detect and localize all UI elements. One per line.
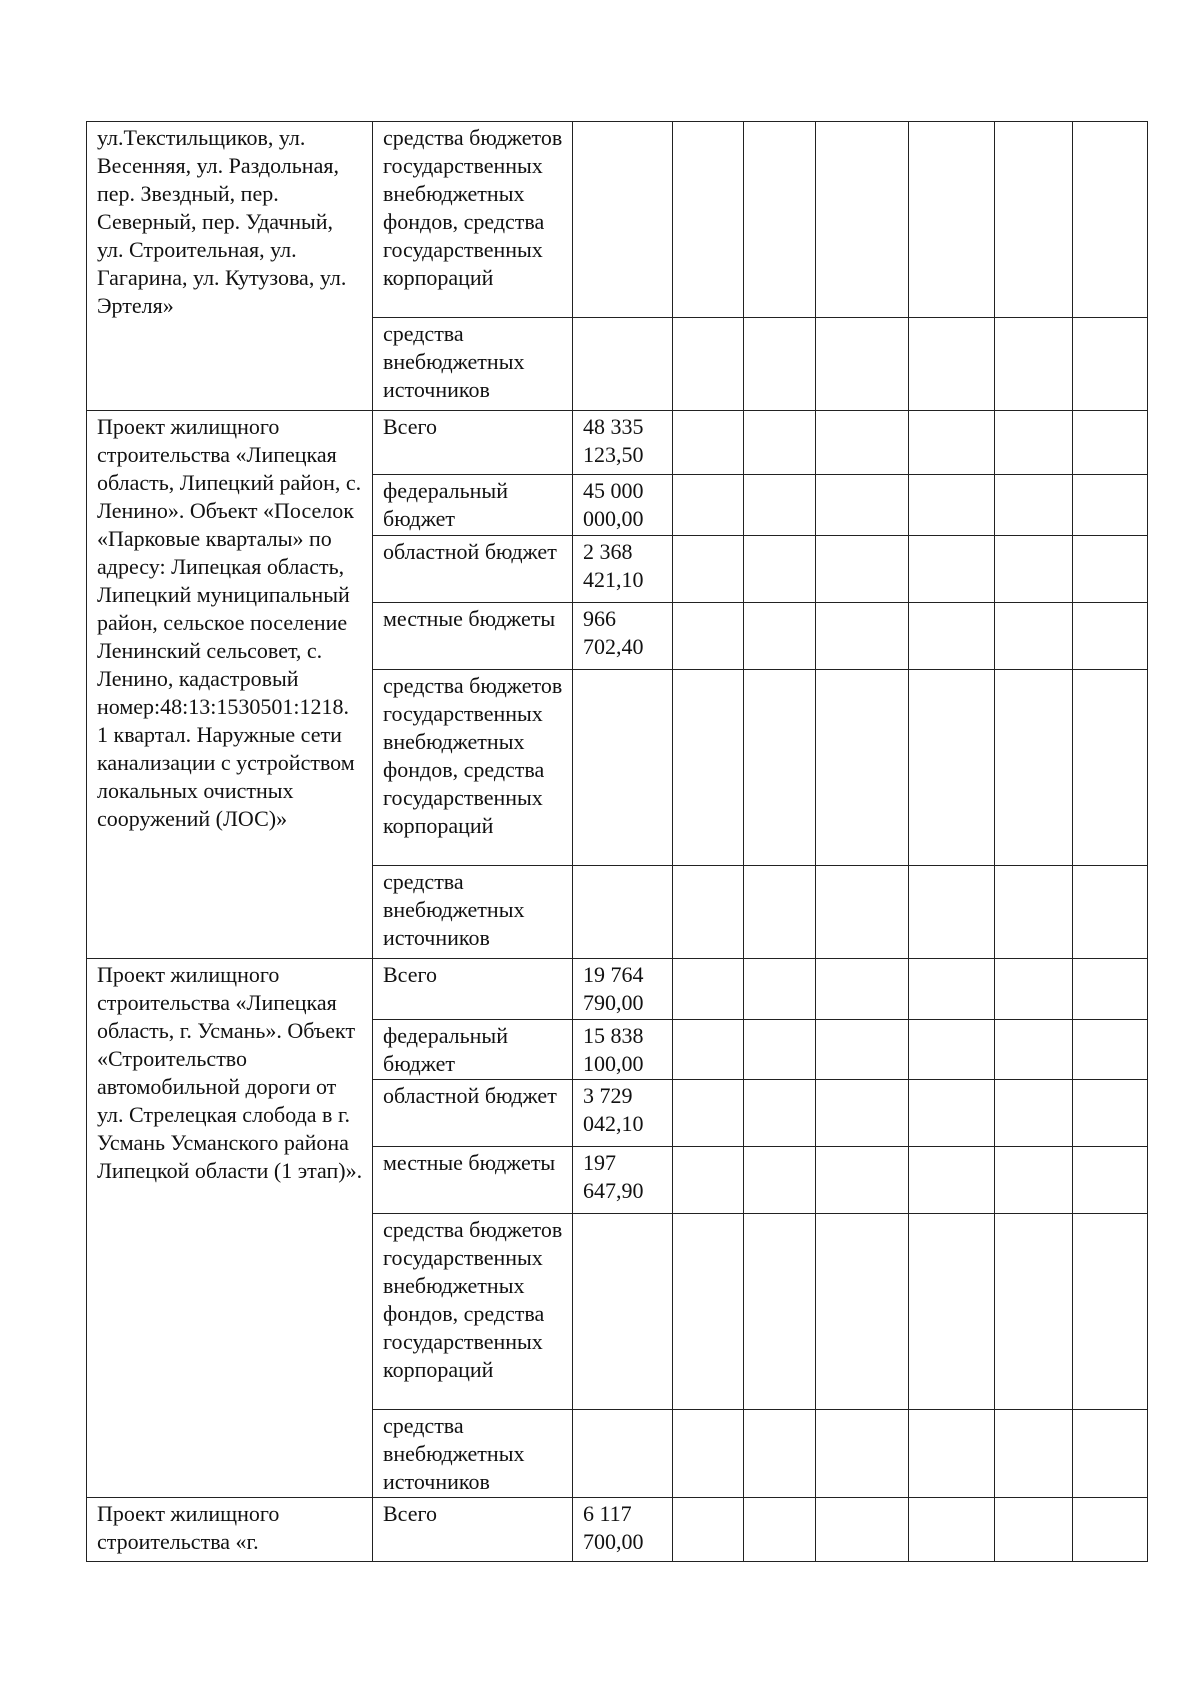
project-name-cell: Проект жилищного строительства «Липецкая область, г. Усмань». Объект «Строительство автомобильной дороги от ул. Стрелецкая слобода в г. Усмань Усманского района Липецкой области (1 этап)». [87,959,373,1498]
amount-cell [573,318,673,411]
funding-source-cell: средства внебюджетных источников [373,866,573,959]
amount-cell: 48 335 123,50 [573,411,673,475]
funding-source-cell: средства внебюджетных источников [373,1410,573,1498]
table-row [87,122,1148,318]
amount-cell: 966 702,40 [573,603,673,670]
amount-cell [573,670,673,866]
amount-cell: 19 764 790,00 [573,959,673,1020]
funding-source-cell: местные бюджеты [373,603,573,670]
funding-source-cell: Всего [373,411,573,475]
funding-source-cell: средства бюджетов государственных внебюджетных фондов, средства государственных корпораций [373,670,573,866]
amount-cell: 6 117 700,00 [573,1498,673,1562]
amount-cell [573,1410,673,1498]
budget-table [86,121,1148,1562]
amount-cell: 3 729 042,10 [573,1080,673,1147]
funding-source-cell: областной бюджет [373,1080,573,1147]
table-row [87,411,1148,475]
amount-cell [573,1214,673,1410]
amount-cell: 197 647,90 [573,1147,673,1214]
project-name-cell: ул.Текстильщиков, ул. Весенняя, ул. Раздольная, пер. Звездный, пер. Северный, пер. Удачный, ул. Строительная, ул. Гагарина, ул. Кутузова, ул. Эртеля» [87,122,373,411]
funding-source-cell: федеральный бюджет [373,1020,573,1080]
project-name-cell: Проект жилищного строительства «г. [87,1498,373,1562]
amount-cell [573,866,673,959]
amount-cell [573,122,673,318]
funding-source-cell: Всего [373,1498,573,1562]
funding-source-cell: областной бюджет [373,536,573,603]
table-row [87,959,1148,1020]
funding-source-cell: федеральный бюджет [373,475,573,536]
funding-source-cell: средства внебюджетных источников [373,318,573,411]
project-name-cell: Проект жилищного строительства «Липецкая область, Липецкий район, с. Ленино». Объект «Поселок «Парковые кварталы» по адресу: Липецкая область, Липецкий муниципальный район, сельское поселение Ленинский сельсовет, с. Ленино, кадастровый номер:48:13:1530501:1218. 1 квартал. Наружные сети канализации с устройством локальных очистных сооружений (ЛОС)» [87,411,373,959]
funding-source-cell: местные бюджеты [373,1147,573,1214]
funding-source-cell: средства бюджетов государственных внебюджетных фондов, средства государственных корпораций [373,122,573,318]
funding-source-cell: Всего [373,959,573,1020]
funding-source-cell: средства бюджетов государственных внебюджетных фондов, средства государственных корпораций [373,1214,573,1410]
amount-cell: 15 838 100,00 [573,1020,673,1080]
amount-cell: 2 368 421,10 [573,536,673,603]
table-row [87,1498,1148,1562]
amount-cell: 45 000 000,00 [573,475,673,536]
